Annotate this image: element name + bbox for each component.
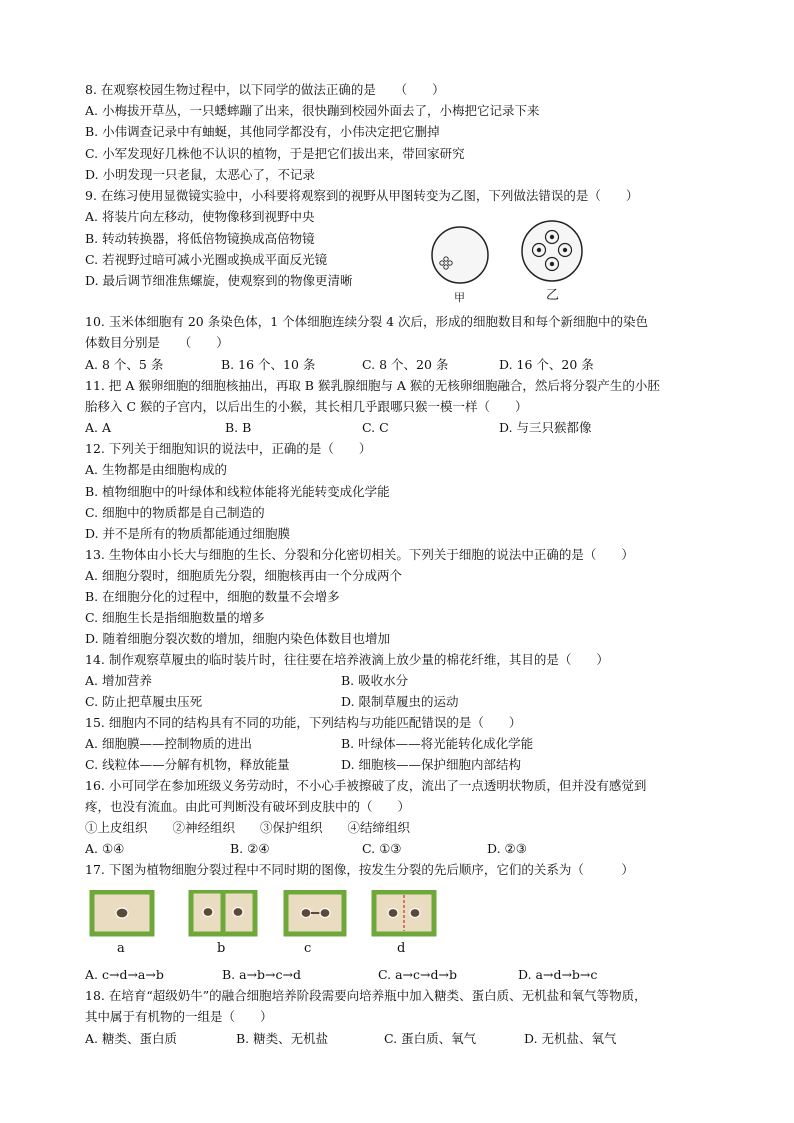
- q17-option-a: A. c→d→a→b: [85, 967, 164, 982]
- q15-option-b: B. 叶绿体——将光能转化成化学能: [341, 736, 534, 751]
- q17-option-d: D. a→d→b→c: [518, 967, 598, 982]
- q8-option-d: D. 小明发现一只老鼠，太恶心了，不记录: [85, 167, 316, 182]
- q11-stem-line1: 11. 把 A 猴卵细胞的细胞核抽出，再取 B 猴乳腺细胞与 A 猴的无核卵细胞融合，然后将分裂产生的小胚: [85, 378, 660, 393]
- q10-option-d: D. 16 个、20 条: [499, 357, 594, 372]
- q14-stem: 14. 制作观察草履虫的临时装片时，往往要在培养液滴上放少量的棉花纤维，其目的是（ ）: [85, 652, 609, 667]
- q9-option-c: C. 若视野过暗可减小光圈或换成平面反光镜: [85, 252, 328, 267]
- q18-option-b: B. 糖类、无机盐: [236, 1031, 329, 1046]
- q15-stem: 15. 细胞内不同的结构具有不同的功能，下列结构与功能匹配错误的是（ ）: [85, 715, 522, 730]
- q16-option-d: D. ②③: [487, 841, 527, 856]
- view-yi: [522, 221, 582, 281]
- cell-c: [286, 892, 344, 934]
- q13-option-d: D. 随着细胞分裂次数的增加，细胞内染色体数目也增加: [85, 631, 391, 646]
- cell-label-c: c: [304, 941, 312, 956]
- q8-stem: 8. 在观察校园生物过程中，以下同学的做法正确的是 （ ）: [85, 82, 445, 97]
- q11-stem-line2: 胎移入 C 猴的子宫内，以后出生的小猴，其长相几乎跟哪只猴一模一样（ ）: [85, 399, 528, 414]
- cell-label-b: b: [217, 941, 226, 956]
- q10-option-c: C. 8 个、20 条: [362, 357, 449, 372]
- q11-option-b: B. B: [225, 420, 252, 435]
- q16-option-c: C. ①③: [362, 841, 402, 856]
- cell-label-a: a: [117, 941, 125, 956]
- label-yi: 乙: [546, 288, 560, 303]
- q14-option-b: B. 吸收水分: [341, 673, 409, 688]
- q18-stem-line2: 其中属于有机物的一组是（ ）: [85, 1009, 273, 1024]
- q9-option-b: B. 转动转换器，将低倍物镜换成高倍物镜: [85, 231, 315, 246]
- q17-option-b: B. a→b→c→d: [222, 967, 302, 982]
- q18-option-c: C. 蛋白质、氧气: [384, 1031, 477, 1046]
- q13-stem: 13. 生物体由小长大与细胞的生长、分裂和分化密切相关。下列关于细胞的说法中正确的是（ ）: [85, 547, 634, 562]
- q16-items: ①上皮组织 ②神经组织 ③保护组织 ④结缔组织: [85, 820, 411, 835]
- q15-option-d: D. 细胞核——保护细胞内部结构: [341, 757, 522, 772]
- q10-stem-line1: 10. 玉米体细胞有 20 条染色体，1 个体细胞连续分裂 4 次后，形成的细胞数目和每个新细胞中的染色: [85, 314, 649, 329]
- q13-option-a: A. 细胞分裂时，细胞质先分裂，细胞核再由一个分成两个: [85, 568, 402, 583]
- cell-label-d: d: [397, 941, 406, 956]
- q16-stem-line2: 疼，也没有流血。由此可判断没有破坏到皮肤中的（ ）: [85, 799, 411, 814]
- q17-option-c: C. a→c→d→b: [378, 967, 457, 982]
- cell-b: [191, 891, 255, 934]
- q12-option-a: A. 生物都是由细胞构成的: [85, 462, 227, 477]
- q10-option-b: B. 16 个、10 条: [221, 357, 316, 372]
- cell-division-figure: [88, 890, 448, 940]
- cell-d: [374, 892, 434, 934]
- q9-option-a: A. 将装片向左移动，使物像移到视野中央: [85, 209, 315, 224]
- q14-option-d: D. 限制草履虫的运动: [341, 694, 459, 709]
- q16-option-b: B. ②④: [230, 841, 270, 856]
- q12-stem: 12. 下列关于细胞知识的说法中，正确的是（ ）: [85, 441, 372, 456]
- q11-option-c: C. C: [362, 420, 389, 435]
- q12-option-c: C. 细胞中的物质都是自己制造的: [85, 505, 265, 520]
- view-jia: [432, 227, 488, 283]
- q14-option-a: A. 增加营养: [85, 673, 152, 688]
- q10-option-a: A. 8 个、5 条: [85, 357, 164, 372]
- q14-option-c: C. 防止把草履虫压死: [85, 694, 203, 709]
- q18-option-d: D. 无机盐、氧气: [524, 1031, 617, 1046]
- q18-option-a: A. 糖类、蛋白质: [85, 1031, 177, 1046]
- q9-stem: 9. 在练习使用显微镜实验中，小科要将观察到的视野从甲图转变为乙图，下列做法错误的是（ ）: [85, 188, 639, 203]
- cell-a: [92, 892, 152, 934]
- q8-option-c: C. 小军发现好几株他不认识的植物，于是把它们拔出来，带回家研究: [85, 146, 465, 161]
- q9-option-d: D. 最后调节细准焦螺旋，使观察到的物像更清晰: [85, 273, 353, 288]
- q11-option-d: D. 与三只猴都像: [499, 420, 592, 435]
- q16-option-a: A. ①④: [85, 841, 125, 856]
- q17-stem: 17. 下图为植物细胞分裂过程中不同时期的图像，按发生分裂的先后顺序，它们的关系为（ ）: [85, 862, 634, 877]
- microscope-view-figure: [428, 213, 583, 308]
- q11-option-a: A. A: [85, 420, 112, 435]
- q10-stem-line2: 体数目分别是 （ ）: [85, 335, 229, 350]
- q18-stem-line1: 18. 在培育“超级奶牛”的融合细胞培养阶段需要向培养瓶中加入糖类、蛋白质、无机盐和氧气等物质，: [85, 988, 647, 1003]
- q12-option-b: B. 植物细胞中的叶绿体和线粒体能将光能转变成化学能: [85, 484, 390, 499]
- q16-stem-line1: 16. 小可同学在参加班级义务劳动时，不小心手被擦破了皮，流出了一点透明状物质，但并没有感觉到: [85, 778, 647, 793]
- label-jia: 甲: [454, 291, 465, 304]
- q13-option-b: B. 在细胞分化的过程中，细胞的数量不会增多: [85, 589, 340, 604]
- q8-option-a: A. 小梅拔开草丛，一只蟋蟀蹦了出来，很快蹦到校园外面去了，小梅把它记录下来: [85, 103, 540, 118]
- q15-option-c: C. 线粒体——分解有机物，释放能量: [85, 757, 290, 772]
- q15-option-a: A. 细胞膜——控制物质的进出: [85, 736, 252, 751]
- q13-option-c: C. 细胞生长是指细胞数量的增多: [85, 610, 265, 625]
- q8-option-b: B. 小伟调查记录中有蚰蜒，其他同学都没有，小伟决定把它删掉: [85, 124, 440, 139]
- q12-option-d: D. 并不是所有的物质都能通过细胞膜: [85, 526, 291, 541]
